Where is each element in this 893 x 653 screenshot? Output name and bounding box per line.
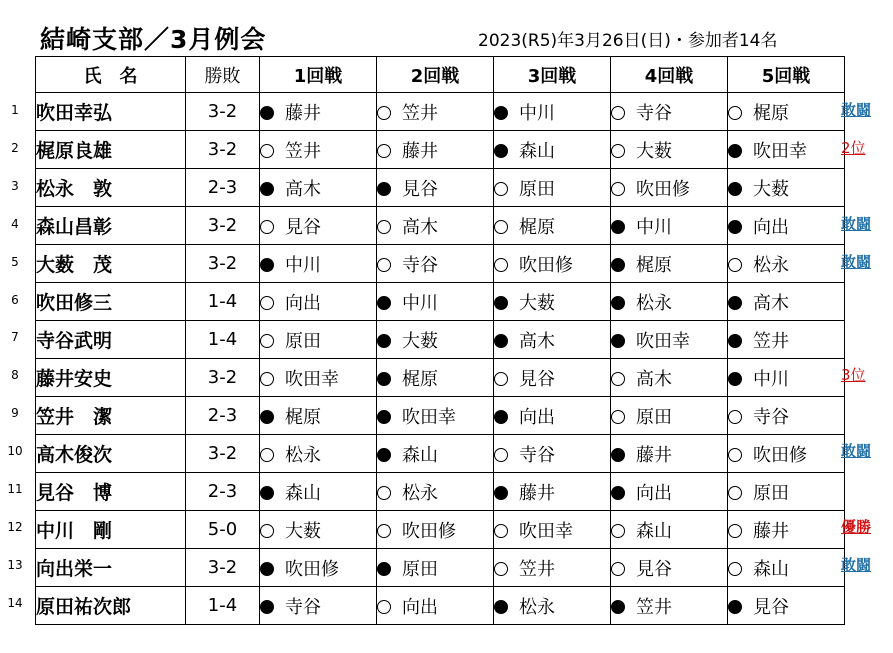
loss-circle-icon	[728, 258, 742, 272]
game-cell-round-2	[377, 359, 494, 397]
game-cell-round-2	[377, 207, 494, 245]
opponent-name: 寺谷	[636, 102, 672, 124]
opponent-name: 大薮	[753, 178, 789, 200]
game-cell-round-2	[377, 549, 494, 587]
game-cell-round-3	[494, 359, 611, 397]
player-record: 3-2	[186, 207, 260, 245]
game-cell-round-1	[260, 397, 377, 435]
game-cell-round-1	[260, 359, 377, 397]
game-cell-round-3	[494, 435, 611, 473]
game-cell-round-2	[377, 169, 494, 207]
opponent-name: 藤井	[753, 520, 789, 542]
game-cell-round-3	[494, 549, 611, 587]
header-name: 氏 名	[36, 57, 186, 93]
opponent-name: 笠井	[636, 596, 672, 618]
player-name: 吹田修三	[36, 283, 186, 321]
row-number: 8	[11, 368, 19, 383]
game-cell-round-5	[728, 131, 845, 169]
row-number: 2	[11, 140, 19, 155]
loss-circle-icon	[611, 372, 625, 386]
game-cell-round-1	[260, 473, 377, 511]
win-circle-icon	[611, 258, 625, 272]
table-row	[36, 511, 845, 549]
loss-circle-icon	[377, 600, 391, 614]
win-circle-icon	[260, 106, 274, 120]
game-cell-round-2	[377, 321, 494, 359]
opponent-name: 梶原	[519, 216, 555, 238]
opponent-name: 高木	[636, 368, 672, 390]
win-circle-icon	[611, 220, 625, 234]
player-record: 2-3	[186, 169, 260, 207]
opponent-name: 見谷	[285, 216, 321, 238]
player-name: 梶原良雄	[36, 131, 186, 169]
game-cell-round-5	[728, 245, 845, 283]
award-link[interactable]: 敢闘	[841, 252, 872, 271]
game-cell-round-3	[494, 473, 611, 511]
table-row	[36, 359, 845, 397]
opponent-name: 森山	[519, 140, 555, 162]
game-cell-round-4	[611, 435, 728, 473]
game-cell-round-3	[494, 283, 611, 321]
loss-circle-icon	[611, 144, 625, 158]
game-cell-round-3	[494, 245, 611, 283]
game-cell-round-1	[260, 283, 377, 321]
opponent-name: 寺谷	[753, 406, 789, 428]
loss-circle-icon	[377, 486, 391, 500]
opponent-name: 梶原	[402, 368, 438, 390]
player-record: 5-0	[186, 511, 260, 549]
game-cell-round-5	[728, 359, 845, 397]
event-meta: 2023(R5)年3月26日(日)・参加者14名	[478, 31, 778, 51]
loss-circle-icon	[494, 524, 508, 538]
opponent-name: 大薮	[402, 330, 438, 352]
game-cell-round-3	[494, 207, 611, 245]
win-circle-icon	[377, 182, 391, 196]
opponent-name: 松永	[519, 596, 555, 618]
row-number: 5	[11, 254, 19, 269]
game-cell-round-3	[494, 169, 611, 207]
award-link[interactable]: 敢闘	[841, 442, 872, 461]
opponent-name: 向出	[753, 216, 789, 238]
player-record: 3-2	[186, 93, 260, 131]
game-cell-round-3	[494, 511, 611, 549]
game-cell-round-5	[728, 397, 845, 435]
game-cell-round-5	[728, 587, 845, 625]
game-cell-round-5	[728, 549, 845, 587]
loss-circle-icon	[611, 182, 625, 196]
game-cell-round-4	[611, 131, 728, 169]
opponent-name: 松永	[285, 444, 321, 466]
header-record: 勝敗	[186, 57, 260, 93]
player-name: 高木俊次	[36, 435, 186, 473]
win-circle-icon	[494, 144, 508, 158]
win-circle-icon	[377, 372, 391, 386]
win-circle-icon	[611, 296, 625, 310]
game-cell-round-3	[494, 587, 611, 625]
results-body	[36, 93, 845, 625]
game-cell-round-1	[260, 93, 377, 131]
game-cell-round-5	[728, 435, 845, 473]
opponent-name: 吹田幸	[402, 406, 456, 428]
game-cell-round-4	[611, 587, 728, 625]
game-cell-round-1	[260, 207, 377, 245]
player-name: 大薮 茂	[36, 245, 186, 283]
loss-circle-icon	[611, 524, 625, 538]
player-record: 3-2	[186, 549, 260, 587]
game-cell-round-4	[611, 207, 728, 245]
row-number: 11	[7, 482, 23, 496]
table-row	[36, 283, 845, 321]
table-row	[36, 93, 845, 131]
game-cell-round-2	[377, 435, 494, 473]
opponent-name: 原田	[285, 330, 321, 352]
player-record: 3-2	[186, 131, 260, 169]
win-circle-icon	[611, 334, 625, 348]
loss-circle-icon	[728, 486, 742, 500]
game-cell-round-2	[377, 245, 494, 283]
loss-circle-icon	[611, 410, 625, 424]
player-name: 藤井安史	[36, 359, 186, 397]
header-round-2: 2回戦	[377, 57, 494, 93]
loss-circle-icon	[377, 106, 391, 120]
opponent-name: 梶原	[753, 102, 789, 124]
game-cell-round-1	[260, 131, 377, 169]
game-cell-round-3	[494, 321, 611, 359]
win-circle-icon	[260, 410, 274, 424]
game-cell-round-5	[728, 169, 845, 207]
player-name: 原田祐次郎	[36, 587, 186, 625]
game-cell-round-4	[611, 283, 728, 321]
opponent-name: 高木	[402, 216, 438, 238]
win-circle-icon	[260, 258, 274, 272]
opponent-name: 吹田修	[753, 444, 807, 466]
loss-circle-icon	[728, 106, 742, 120]
loss-circle-icon	[260, 220, 274, 234]
player-name: 中川 剛	[36, 511, 186, 549]
loss-circle-icon	[611, 106, 625, 120]
row-number: 13	[7, 557, 23, 572]
opponent-name: 原田	[402, 558, 438, 580]
win-circle-icon	[611, 448, 625, 462]
loss-circle-icon	[728, 562, 742, 576]
game-cell-round-2	[377, 93, 494, 131]
opponent-name: 松永	[753, 254, 789, 276]
opponent-name: 見谷	[636, 558, 672, 580]
win-circle-icon	[728, 182, 742, 196]
row-number: 6	[11, 292, 19, 307]
table-row	[36, 169, 845, 207]
win-circle-icon	[611, 486, 625, 500]
win-circle-icon	[260, 562, 274, 576]
loss-circle-icon	[494, 448, 508, 462]
game-cell-round-2	[377, 511, 494, 549]
opponent-name: 向出	[402, 596, 438, 618]
row-number: 3	[11, 178, 19, 193]
results-table	[35, 56, 845, 625]
loss-circle-icon	[611, 562, 625, 576]
loss-circle-icon	[260, 524, 274, 538]
loss-circle-icon	[260, 334, 274, 348]
loss-circle-icon	[494, 562, 508, 576]
award-link[interactable]: 敢闘	[841, 555, 872, 574]
player-record: 3-2	[186, 359, 260, 397]
game-cell-round-4	[611, 511, 728, 549]
table-row	[36, 321, 845, 359]
opponent-name: 梶原	[285, 406, 321, 428]
award-link[interactable]: 敢闘	[841, 214, 872, 233]
win-circle-icon	[494, 600, 508, 614]
opponent-name: 中川	[285, 254, 321, 276]
opponent-name: 見谷	[519, 368, 555, 390]
award-link[interactable]: 敢闘	[841, 101, 872, 119]
loss-circle-icon	[728, 410, 742, 424]
table-row	[36, 397, 845, 435]
game-cell-round-1	[260, 321, 377, 359]
opponent-name: 向出	[285, 292, 321, 314]
table-header-row	[36, 57, 845, 93]
player-record: 2-3	[186, 473, 260, 511]
award-link[interactable]: 3位	[841, 366, 866, 385]
row-number: 1	[11, 103, 19, 117]
award-link[interactable]: 2位	[841, 138, 866, 157]
opponent-name: 中川	[753, 368, 789, 390]
win-circle-icon	[611, 600, 625, 614]
loss-circle-icon	[377, 258, 391, 272]
game-cell-round-5	[728, 93, 845, 131]
row-number: 12	[7, 519, 23, 534]
header-round-5: 5回戦	[728, 57, 845, 93]
opponent-name: 森山	[402, 444, 438, 466]
loss-circle-icon	[377, 220, 391, 234]
row-number: 7	[11, 330, 19, 345]
game-cell-round-5	[728, 473, 845, 511]
game-cell-round-4	[611, 93, 728, 131]
game-cell-round-2	[377, 283, 494, 321]
opponent-name: 原田	[636, 406, 672, 428]
game-cell-round-5	[728, 207, 845, 245]
game-cell-round-4	[611, 169, 728, 207]
win-circle-icon	[377, 334, 391, 348]
header-round-3: 3回戦	[494, 57, 611, 93]
win-circle-icon	[728, 600, 742, 614]
opponent-name: 向出	[519, 406, 555, 428]
win-circle-icon	[260, 182, 274, 196]
row-number: 10	[7, 444, 23, 459]
loss-circle-icon	[728, 524, 742, 538]
opponent-name: 寺谷	[285, 596, 321, 618]
opponent-name: 吹田修	[285, 558, 339, 580]
loss-circle-icon	[728, 448, 742, 462]
game-cell-round-4	[611, 397, 728, 435]
win-circle-icon	[494, 106, 508, 120]
win-circle-icon	[728, 220, 742, 234]
game-cell-round-5	[728, 283, 845, 321]
player-name: 見谷 博	[36, 473, 186, 511]
opponent-name: 森山	[636, 520, 672, 542]
table-row	[36, 587, 845, 625]
win-circle-icon	[377, 296, 391, 310]
opponent-name: 藤井	[285, 102, 321, 124]
game-cell-round-5	[728, 511, 845, 549]
player-name: 笠井 潔	[36, 397, 186, 435]
table-row	[36, 473, 845, 511]
opponent-name: 梶原	[636, 254, 672, 276]
award-link[interactable]: 優勝	[841, 517, 872, 536]
table-row	[36, 549, 845, 587]
game-cell-round-2	[377, 131, 494, 169]
opponent-name: 松永	[402, 482, 438, 504]
win-circle-icon	[260, 600, 274, 614]
opponent-name: 森山	[753, 558, 789, 580]
player-record: 2-3	[186, 397, 260, 435]
game-cell-round-1	[260, 549, 377, 587]
opponent-name: 中川	[402, 292, 438, 314]
game-cell-round-3	[494, 397, 611, 435]
game-cell-round-4	[611, 245, 728, 283]
loss-circle-icon	[260, 144, 274, 158]
game-cell-round-1	[260, 587, 377, 625]
opponent-name: 寺谷	[402, 254, 438, 276]
win-circle-icon	[728, 334, 742, 348]
opponent-name: 向出	[636, 482, 672, 504]
game-cell-round-4	[611, 359, 728, 397]
opponent-name: 大薮	[636, 140, 672, 162]
game-cell-round-4	[611, 549, 728, 587]
opponent-name: 笠井	[402, 102, 438, 124]
opponent-name: 原田	[753, 482, 789, 504]
win-circle-icon	[494, 486, 508, 500]
game-cell-round-2	[377, 473, 494, 511]
win-circle-icon	[728, 372, 742, 386]
win-circle-icon	[728, 144, 742, 158]
player-record: 1-4	[186, 321, 260, 359]
opponent-name: 吹田幸	[753, 140, 807, 162]
win-circle-icon	[377, 562, 391, 576]
table-row	[36, 207, 845, 245]
opponent-name: 笠井	[285, 140, 321, 162]
opponent-name: 吹田幸	[519, 520, 573, 542]
header-round-1: 1回戦	[260, 57, 377, 93]
win-circle-icon	[494, 410, 508, 424]
opponent-name: 吹田幸	[285, 368, 339, 390]
player-name: 松永 敦	[36, 169, 186, 207]
game-cell-round-3	[494, 131, 611, 169]
opponent-name: 高木	[753, 292, 789, 314]
opponent-name: 吹田修	[519, 254, 573, 276]
opponent-name: 見谷	[402, 178, 438, 200]
loss-circle-icon	[494, 372, 508, 386]
player-record: 3-2	[186, 435, 260, 473]
opponent-name: 藤井	[402, 140, 438, 162]
game-cell-round-2	[377, 397, 494, 435]
table-row	[36, 245, 845, 283]
loss-circle-icon	[494, 258, 508, 272]
loss-circle-icon	[494, 220, 508, 234]
loss-circle-icon	[260, 448, 274, 462]
win-circle-icon	[728, 296, 742, 310]
opponent-name: 大薮	[285, 520, 321, 542]
opponent-name: 寺谷	[519, 444, 555, 466]
game-cell-round-5	[728, 321, 845, 359]
row-number: 9	[11, 406, 19, 421]
header-round-4: 4回戦	[611, 57, 728, 93]
loss-circle-icon	[377, 524, 391, 538]
loss-circle-icon	[377, 144, 391, 158]
page-title: 結崎支部／3月例会	[40, 25, 267, 54]
loss-circle-icon	[260, 372, 274, 386]
opponent-name: 中川	[636, 216, 672, 238]
win-circle-icon	[377, 448, 391, 462]
game-cell-round-1	[260, 169, 377, 207]
game-cell-round-1	[260, 245, 377, 283]
player-name: 吹田幸弘	[36, 93, 186, 131]
win-circle-icon	[494, 334, 508, 348]
opponent-name: 笠井	[753, 330, 789, 352]
game-cell-round-1	[260, 435, 377, 473]
opponent-name: 高木	[519, 330, 555, 352]
row-number: 4	[11, 216, 19, 231]
opponent-name: 森山	[285, 482, 321, 504]
player-name: 向出栄一	[36, 549, 186, 587]
opponent-name: 松永	[636, 292, 672, 314]
opponent-name: 高木	[285, 178, 321, 200]
opponent-name: 藤井	[636, 444, 672, 466]
game-cell-round-1	[260, 511, 377, 549]
row-number: 14	[7, 595, 23, 610]
game-cell-round-3	[494, 93, 611, 131]
opponent-name: 中川	[519, 102, 555, 124]
opponent-name: 吹田修	[636, 178, 690, 200]
opponent-name: 藤井	[519, 482, 555, 504]
player-record: 1-4	[186, 587, 260, 625]
game-cell-round-4	[611, 473, 728, 511]
opponent-name: 笠井	[519, 558, 555, 580]
player-name: 森山昌彰	[36, 207, 186, 245]
loss-circle-icon	[494, 182, 508, 196]
win-circle-icon	[260, 486, 274, 500]
game-cell-round-2	[377, 587, 494, 625]
opponent-name: 吹田幸	[636, 330, 690, 352]
opponent-name: 原田	[519, 178, 555, 200]
player-record: 3-2	[186, 245, 260, 283]
game-cell-round-4	[611, 321, 728, 359]
opponent-name: 吹田修	[402, 520, 456, 542]
table-row	[36, 435, 845, 473]
table-row	[36, 131, 845, 169]
opponent-name: 見谷	[753, 596, 789, 618]
opponent-name: 大薮	[519, 292, 555, 314]
player-record: 1-4	[186, 283, 260, 321]
player-name: 寺谷武明	[36, 321, 186, 359]
loss-circle-icon	[260, 296, 274, 310]
win-circle-icon	[377, 410, 391, 424]
win-circle-icon	[494, 296, 508, 310]
